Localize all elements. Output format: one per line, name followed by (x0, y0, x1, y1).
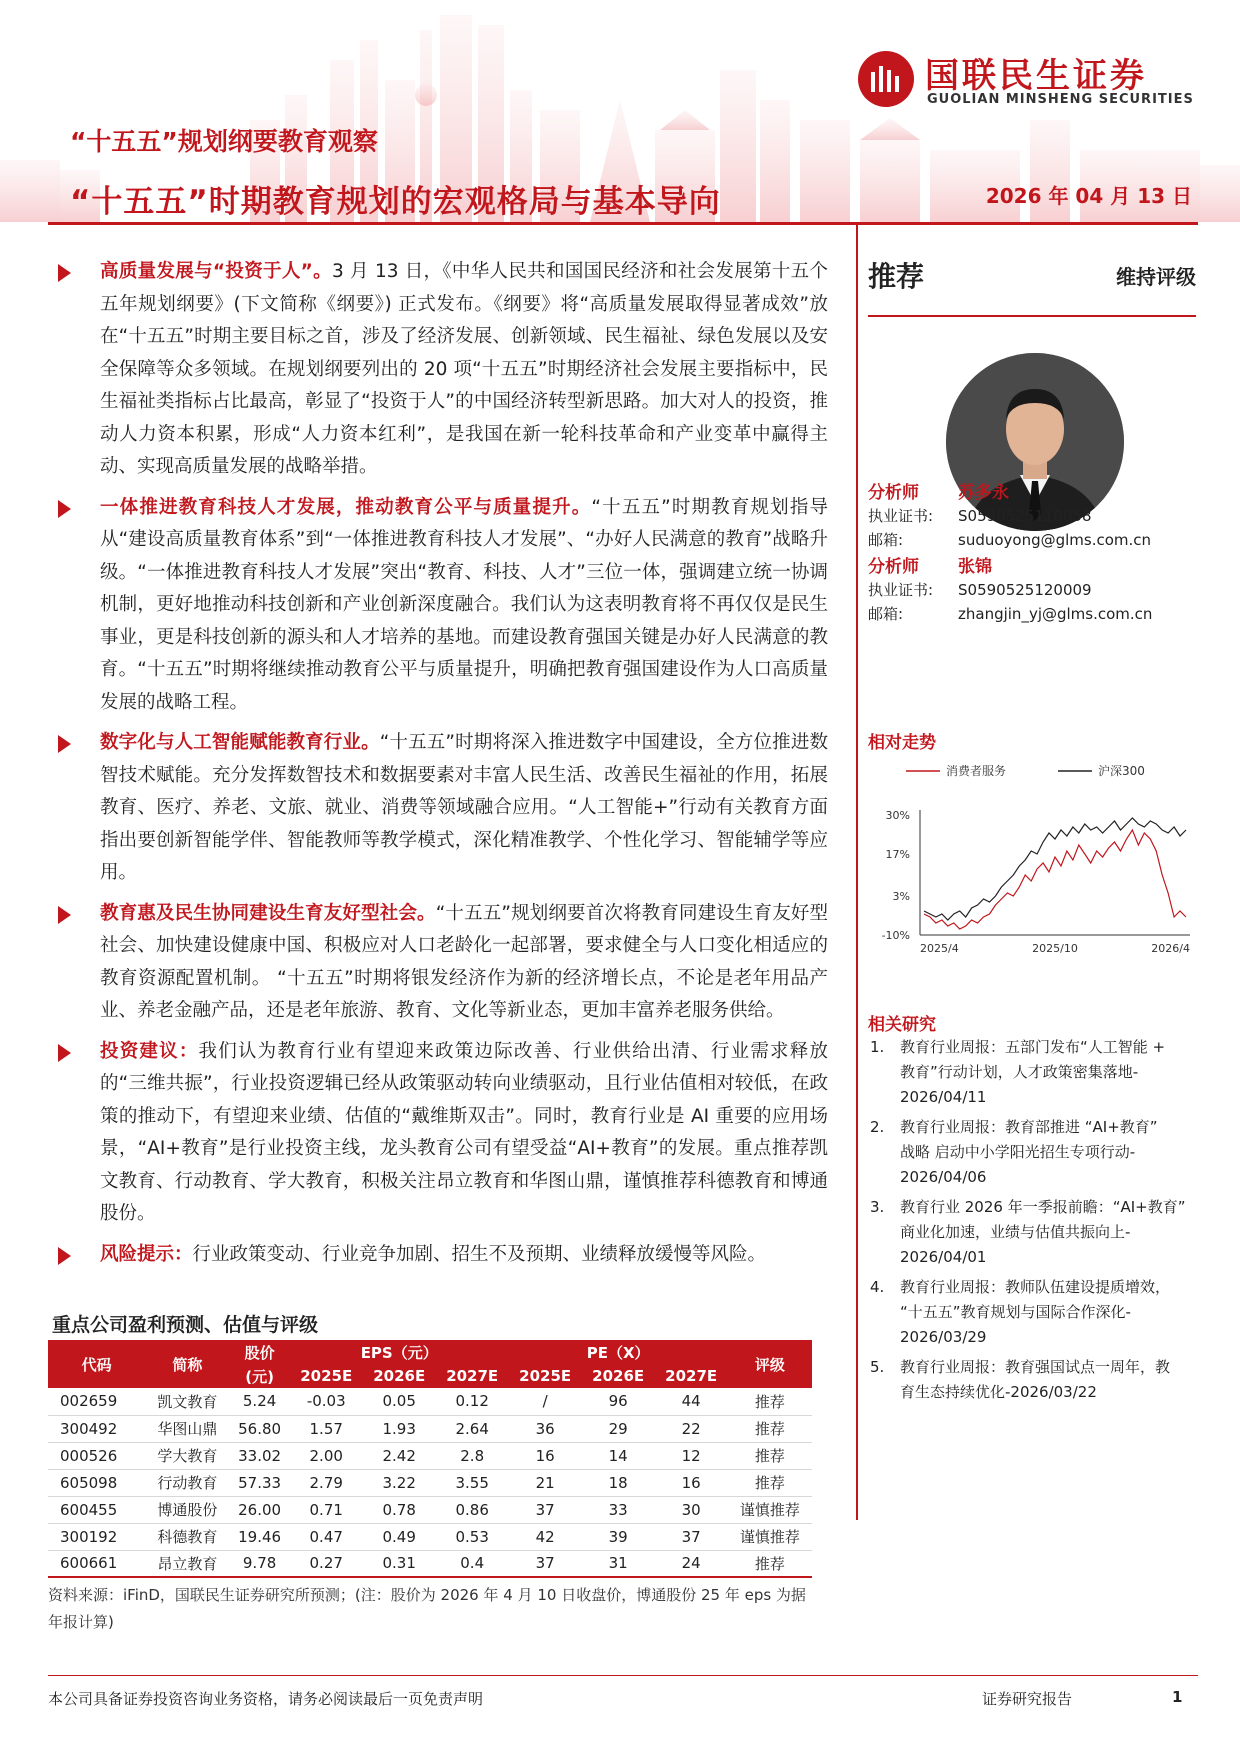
table-cell: 96 (582, 1388, 655, 1415)
trend-section-title: 相对走势 (868, 733, 936, 753)
item-line: 战略 启动中小学阳光招生专项行动- (900, 1143, 1136, 1161)
table-cell: 0.49 (363, 1523, 436, 1550)
logo-english-name: GUOLIAN MINSHENG SECURITIES (927, 92, 1194, 107)
bullet-text: 意的教育”战略升级。“一体推进教育科技人才发展”突出“教育、科技、人才” (100, 529, 828, 583)
col-header-year: 2027E (655, 1364, 728, 1388)
bullet-text: 育友好型社会、加快建设健康中国、积极应对人口老龄化一起部署，要求健全与 (100, 902, 828, 956)
bullet-lead: 数字化与人工智能赋能教育行业。 (100, 732, 380, 753)
cert-number: S0590525110058 (958, 507, 1092, 525)
analyst-email: suduoyong@glms.com.cn (958, 531, 1152, 549)
table-cell: 推荐 (728, 1415, 812, 1442)
table-cell: 行动教育 (145, 1469, 229, 1496)
bullet-arrow-icon (58, 735, 71, 753)
bullet-text: 业态，更加丰富养老服务供给。 (525, 1000, 785, 1021)
table-title: 重点公司盈利预测、估值与评级 (52, 1314, 319, 1336)
table-cell: 002659 (48, 1388, 145, 1415)
rating-status: 维持评级 (1116, 265, 1196, 289)
related-research-list (868, 1035, 1196, 1410)
item-line: 教育”行动计划，人才政策密集落地- (900, 1063, 1139, 1081)
table-cell: 36 (509, 1415, 582, 1442)
bullet-text: 资本红利”，是我国在新一轮科技革命和产业变革中赢得主动、实现高质量发展的 (100, 423, 828, 477)
table-cell: 29 (582, 1415, 655, 1442)
mail-label: 邮箱: (868, 531, 904, 549)
table-cell: 推荐 (728, 1550, 812, 1577)
header-divider (48, 222, 1198, 225)
column-divider (856, 225, 858, 1520)
legend-label: 沪深300 (1098, 764, 1145, 778)
table-row (48, 1523, 812, 1550)
table-cell: 600661 (48, 1550, 145, 1577)
bullet-text: 释放的“三维共振”，行业投资逻辑已经从政策驱动转向业绩驱动，且行业估值相 (100, 1040, 828, 1094)
col-header-year: 2027E (436, 1364, 509, 1388)
table-cell: 2.79 (290, 1469, 363, 1496)
item-line: 2026/03/29 (900, 1328, 987, 1346)
summary-bullet (48, 256, 828, 484)
bullet-text: 3 月 13 日，《中华人民共和国国民经济和社会发展 (331, 261, 754, 282)
table-cell: 31 (582, 1550, 655, 1577)
item-number: 4. (870, 1278, 885, 1296)
analyst-role: 分析师 (868, 557, 919, 577)
bullet-text: “十五五”时期教育规划 (591, 496, 790, 518)
table-cell: 0.31 (363, 1550, 436, 1577)
page-number: 1 (1172, 1688, 1183, 1706)
related-item[interactable] (868, 1195, 1196, 1270)
bullet-text: 人”的中国经济转型新思路。加大对人的投资，推动人力资本积累，形成“人力 (100, 391, 828, 445)
bullet-text: 基地。而建设教育强国关键是办好人民满意的教育。“十五五”时期将继续推动教 (100, 626, 828, 680)
table-cell: 0.71 (290, 1496, 363, 1523)
y-tick-label: -10% (881, 929, 910, 942)
bullet-text: 我们认为这表明教育将不再仅仅是民生事业，更是科技创新的源头和人才培养的 (100, 594, 828, 648)
earnings-forecast-table (48, 1340, 812, 1578)
table-cell: 昂立教育 (145, 1550, 229, 1577)
table-cell: 37 (509, 1496, 582, 1523)
footer-disclaimer: 本公司具备证券投资咨询业务资格，请务必阅读最后一页免责声明 (48, 1690, 484, 1708)
series-title: “十五五”规划纲要教育观察 (70, 127, 378, 156)
item-number: 5. (870, 1358, 885, 1376)
bullet-text: 教学、个性化学习、智能辅学等应用。 (100, 829, 828, 883)
analyst-name: 张锦 (958, 557, 992, 577)
bullet-arrow-icon (58, 1044, 71, 1062)
bullet-lead: 投资建议： (100, 1040, 199, 1062)
item-line: 育生态持续优化-2026/03/22 (900, 1383, 1097, 1401)
table-cell: 0.27 (290, 1550, 363, 1577)
bullet-text: 取得显著成效”放在“十五五”时期主要目标之首，涉及了经济发展、创新领域、 (100, 293, 828, 347)
table-cell: 0.86 (436, 1496, 509, 1523)
table-cell: 2.64 (436, 1415, 509, 1442)
bullet-text: “AI+教育”的发展。重点推荐凯文教育、行动教育、学大教育，积极关注昂立 (100, 1138, 828, 1192)
table-cell: 2.42 (363, 1442, 436, 1469)
bullet-lead: 教育惠及民生协同建设生育友好型社会。 (100, 902, 436, 924)
item-line: 教育行业 2026 年一季报前瞻：“AI+教育” (900, 1198, 1186, 1216)
table-cell: 56.80 (229, 1415, 289, 1442)
table-cell: 300192 (48, 1523, 145, 1550)
table-source-note (48, 1582, 828, 1636)
table-cell: 24 (655, 1550, 728, 1577)
table-cell: 37 (509, 1550, 582, 1577)
col-header-year: 2026E (582, 1364, 655, 1388)
table-cell: 33.02 (229, 1442, 289, 1469)
bullet-text: 民生福祉、绿色发展以及安全保障等众多领域。在规划纲要列出的 20 项“十五 (100, 326, 828, 380)
related-item[interactable] (868, 1035, 1196, 1110)
table-cell: / (509, 1388, 582, 1415)
cert-label: 执业证书: (868, 581, 934, 599)
table-row (48, 1550, 812, 1577)
x-tick-label: 2026/4 (1151, 942, 1190, 955)
x-tick-label: 2025/10 (1032, 942, 1078, 955)
table-cell: 谨慎推荐 (728, 1523, 812, 1550)
logo-chinese-name: 国联民生证券 (925, 56, 1147, 96)
table-cell: 39 (582, 1523, 655, 1550)
table-cell: 30 (655, 1496, 728, 1523)
bullet-text: 育公平与质量提升，明确把教育强国建设作为人口高质量发展的战略工程。 (100, 659, 828, 713)
table-cell: 12 (655, 1442, 728, 1469)
table-cell: 2.00 (290, 1442, 363, 1469)
analyst-card (868, 552, 1196, 626)
bullet-text: 战略举措。 (285, 456, 378, 477)
table-cell: 22 (655, 1415, 728, 1442)
col-header-name: 简称 (145, 1340, 229, 1388)
table-cell: 0.05 (363, 1388, 436, 1415)
table-cell: 华图山鼎 (145, 1415, 229, 1442)
bullet-arrow-icon (58, 1247, 71, 1265)
cert-label: 执业证书: (868, 507, 934, 525)
table-cell: 博通股份 (145, 1496, 229, 1523)
table-cell: 推荐 (728, 1442, 812, 1469)
related-section-title: 相关研究 (868, 1015, 936, 1035)
bullet-text: “十五五”时期将深入推进数字中国建设，全方 (379, 732, 754, 753)
table-cell: 1.93 (363, 1415, 436, 1442)
footer-divider (48, 1675, 1198, 1676)
mail-label: 邮箱: (868, 605, 904, 623)
bullet-text: “十五五”规划纲要首次将教育同建设生 (435, 902, 754, 924)
col-header-eps: EPS（元） (290, 1340, 509, 1364)
table-row (48, 1388, 812, 1415)
bullet-arrow-icon (58, 906, 71, 924)
table-row (48, 1415, 812, 1442)
bullet-text: 第十五个五年规划纲要》(下文简称《纲要》) 正式发布。《纲要》将“高质量发展 (100, 261, 828, 315)
item-line: 商业化加速，业绩与估值共振向上- (900, 1223, 1131, 1241)
table-cell: 谨慎推荐 (728, 1496, 812, 1523)
bullet-text: 智能+”行动有关教育方面指出要创新智能学伴、智能教师等教学模式，深化精准 (100, 797, 828, 851)
relative-trend-chart (868, 760, 1196, 970)
bullet-lead: 高质量发展与“投资于人”。 (100, 261, 332, 282)
item-line: “十五五”教育规划与国际合作深化- (900, 1303, 1131, 1321)
table-cell: 推荐 (728, 1469, 812, 1496)
rating-label: 推荐 (868, 260, 925, 293)
bullet-text: 业是 AI 重要的应用场景，“AI+教育”是行业投资主线，龙头教育公司有望受益 (100, 1105, 829, 1159)
table-cell: 000526 (48, 1442, 145, 1469)
y-tick-label: 17% (885, 848, 910, 861)
table-cell: 26.00 (229, 1496, 289, 1523)
footer-doc-type: 证券研究报告 (982, 1690, 1073, 1708)
sidebar-divider (868, 315, 1196, 317)
y-tick-label: 3% (892, 890, 910, 903)
table-cell: 44 (655, 1388, 728, 1415)
summary-bullet (48, 898, 828, 1028)
bullet-text: 位推进数智技术赋能。充分发挥数智技术和数据要素对丰富人民生活、改善民生 (100, 732, 828, 786)
table-cell: 0.4 (436, 1550, 509, 1577)
table-row (48, 1496, 812, 1523)
logo-mark-icon (855, 48, 917, 110)
table-cell: 57.33 (229, 1469, 289, 1496)
table-cell: 37 (655, 1523, 728, 1550)
table-cell: 0.47 (290, 1523, 363, 1550)
related-item[interactable] (868, 1275, 1196, 1350)
col-header-price: 股价 (229, 1340, 289, 1364)
col-header-pe: PE（X） (509, 1340, 728, 1364)
bullet-lead: 一体推进教育科技人才发展，推动教育公平与质量提升。 (100, 496, 592, 518)
report-header (0, 0, 1240, 222)
summary-bullet (48, 1239, 828, 1272)
table-row (48, 1442, 812, 1469)
col-header-code: 代码 (48, 1340, 145, 1388)
item-line: 教育行业周报：五部门发布“人工智能 + (900, 1038, 1166, 1056)
col-header-year: 2025E (290, 1364, 363, 1388)
related-item[interactable] (868, 1115, 1196, 1190)
table-cell: 300492 (48, 1415, 145, 1442)
series-line (924, 818, 1186, 920)
bullet-text: 我们认为教育行业有望迎来政策边际改善、行业供给出清、行业需求 (198, 1040, 790, 1062)
col-header-rating: 评级 (728, 1340, 812, 1388)
table-cell: 5.24 (229, 1388, 289, 1415)
item-number: 2. (870, 1118, 885, 1136)
report-date: 2026 年 04 月 13 日 (985, 184, 1192, 208)
summary-bullet (48, 727, 828, 890)
cert-number: S0590525120009 (958, 581, 1092, 599)
table-cell: 学大教育 (145, 1442, 229, 1469)
bullet-text: 行业政策变动、行业竞争加剧、招生不及预期、业绩释放缓慢等风险。 (192, 1243, 767, 1265)
bullet-text: 教育和华图山鼎，谨慎推荐科德教育和博通股份。 (100, 1170, 828, 1224)
legend-label: 消费者服务 (946, 764, 1007, 778)
table-cell: 16 (509, 1442, 582, 1469)
bullet-text: 三位一体，强调建立统一协调机制，更好地推动科技创新和产业创新深度融合。 (100, 561, 828, 615)
table-row (48, 1469, 812, 1496)
table-cell: 0.53 (436, 1523, 509, 1550)
table-cell: 42 (509, 1523, 582, 1550)
table-cell: 9.78 (229, 1550, 289, 1577)
related-item[interactable] (868, 1355, 1196, 1405)
table-cell: 2.8 (436, 1442, 509, 1469)
item-line: 教育行业周报：教育强国试点一周年，教 (900, 1358, 1171, 1376)
main-summary (48, 256, 828, 1279)
report-title: “十五五”时期教育规划的宏观格局与基本导向 (70, 184, 721, 220)
summary-bullet (48, 1036, 828, 1231)
item-line: 教育行业周报：教师队伍建设提质增效， (900, 1278, 1171, 1296)
item-line: 2026/04/11 (900, 1088, 987, 1106)
table-cell: 科德教育 (145, 1523, 229, 1550)
table-cell: 600455 (48, 1496, 145, 1523)
analyst-role: 分析师 (868, 483, 919, 503)
item-line: 教育行业周报：教育部推进 “AI+教育” (900, 1118, 1158, 1136)
table-cell: 16 (655, 1469, 728, 1496)
table-cell: -0.03 (290, 1388, 363, 1415)
table-cell: 14 (582, 1442, 655, 1469)
note-line: 资料来源：iFinD，国联民生证券研究所预测；(注：股价为 2026 年 4 月 10 日收盘价，博通股份 25 年 eps 为据 (48, 1586, 806, 1604)
col-header-year: 2025E (509, 1364, 582, 1388)
table-cell: 19.46 (229, 1523, 289, 1550)
table-cell: 3.55 (436, 1469, 509, 1496)
x-tick-label: 2025/4 (920, 942, 959, 955)
analyst-name: 苏多永 (958, 483, 1009, 503)
bullet-text: 福祉的作用，拓展教育、医疗、养老、文旅、就业、消费等领域融合应用。“人工 (100, 764, 828, 818)
col-header-price-unit: (元) (229, 1364, 289, 1388)
bullet-text: 五”时期经济社会发展主要指标中，民生福祉类指标占比最高，彰显了“投资于 (100, 358, 828, 412)
y-tick-label: 30% (885, 809, 910, 822)
bullet-text: 增长点，不论是老年用品产业、养老金融产品，还是老年旅游、教育、文化等新 (100, 967, 828, 1021)
table-cell: 0.78 (363, 1496, 436, 1523)
table-cell: 凯文教育 (145, 1388, 229, 1415)
table-cell: 0.12 (436, 1388, 509, 1415)
item-number: 1. (870, 1038, 885, 1056)
analyst-card (868, 478, 1196, 552)
table-cell: 21 (509, 1469, 582, 1496)
company-logo (855, 48, 1195, 112)
table-cell: 605098 (48, 1469, 145, 1496)
summary-bullet (48, 492, 828, 720)
table-cell: 18 (582, 1469, 655, 1496)
table-cell: 3.22 (363, 1469, 436, 1496)
table-cell: 33 (582, 1496, 655, 1523)
bullet-text: 指导从“建设高质量教育体系”到“一体推进教育科技人才发展”、“办好人民满 (100, 496, 828, 550)
bullet-lead: 风险提示： (100, 1243, 193, 1265)
item-number: 3. (870, 1198, 885, 1216)
bullet-text: 对较低，在政策的推动下，有望迎来业绩、估值的“戴维斯双击”。同时，教育行 (100, 1073, 828, 1127)
item-line: 2026/04/06 (900, 1168, 987, 1186)
bullet-arrow-icon (58, 500, 71, 518)
bullet-text: 人口变化相适应的教育资源配置机制。 “十五五”时期将银发经济作为新的经济 (100, 935, 828, 989)
bullet-arrow-icon (58, 264, 71, 282)
col-header-year: 2026E (363, 1364, 436, 1388)
table-cell: 推荐 (728, 1388, 812, 1415)
analyst-email: zhangjin_yj@glms.com.cn (958, 605, 1153, 623)
table-cell: 1.57 (290, 1415, 363, 1442)
item-line: 2026/04/01 (900, 1248, 987, 1266)
note-line: 年报计算) (48, 1613, 114, 1631)
